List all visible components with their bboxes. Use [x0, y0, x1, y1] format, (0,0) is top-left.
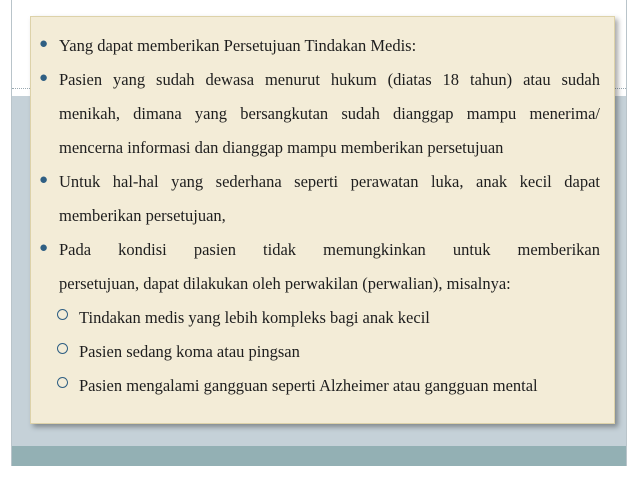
- frame-right-line: [626, 0, 627, 466]
- sub-bullet-item: [39, 369, 600, 403]
- bullet-dot-icon: ●: [39, 172, 49, 188]
- bullet-line: mencerna informasi dan dianggap mampu memberikan persetujuan: [59, 138, 504, 157]
- bullet-line: Pasien mengalami gangguan seperti Alzheimer atau gangguan mental: [79, 376, 538, 395]
- bullet-line: Pada kondisi pasien tidak memungkinkan untuk memberikan: [59, 240, 600, 259]
- sub-bullet-text: [79, 335, 600, 369]
- bullet-line: Pasien yang sudah dewasa menurut hukum (diatas 18 tahun) atau sudah: [59, 70, 600, 89]
- bullet-dot-icon: ●: [39, 70, 49, 86]
- bullet-dot-icon: ●: [39, 36, 49, 52]
- bullet-text: [59, 233, 600, 301]
- sub-bullet-text: [79, 369, 600, 403]
- bullet-line: persetujuan, dapat dilakukan oleh perwakilan (perwalian), misalnya:: [59, 274, 511, 293]
- hollow-circle-bullet-icon: [57, 343, 68, 354]
- sub-bullet-item: [39, 301, 600, 335]
- hollow-circle-bullet-icon: [57, 309, 68, 320]
- bullet-text: [59, 29, 600, 63]
- bullet-line: Yang dapat memberikan Persetujuan Tindakan Medis:: [59, 36, 417, 55]
- bullet-item: [39, 29, 600, 63]
- bullet-dot-icon: ●: [39, 240, 49, 256]
- bullet-line: menikah, dimana yang bersangkutan sudah dianggap mampu menerima/: [59, 104, 600, 123]
- content-box: [30, 16, 615, 424]
- bullet-line: Pasien sedang koma atau pingsan: [79, 342, 300, 361]
- bullet-item: [39, 63, 600, 165]
- bullet-line: memberikan persetujuan,: [59, 206, 226, 225]
- sub-bullet-text: [79, 301, 600, 335]
- bottom-band: [12, 446, 626, 466]
- hollow-circle-bullet-icon: [57, 377, 68, 388]
- bullet-line: Tindakan medis yang lebih kompleks bagi anak kecil: [79, 308, 430, 327]
- bullet-text: [59, 165, 600, 233]
- bullet-line: Untuk hal-hal yang sederhana seperti perawatan luka, anak kecil dapat: [59, 172, 600, 191]
- bullet-item: [39, 233, 600, 301]
- bullet-text: [59, 63, 600, 165]
- sub-bullet-item: [39, 335, 600, 369]
- bullet-item: [39, 165, 600, 233]
